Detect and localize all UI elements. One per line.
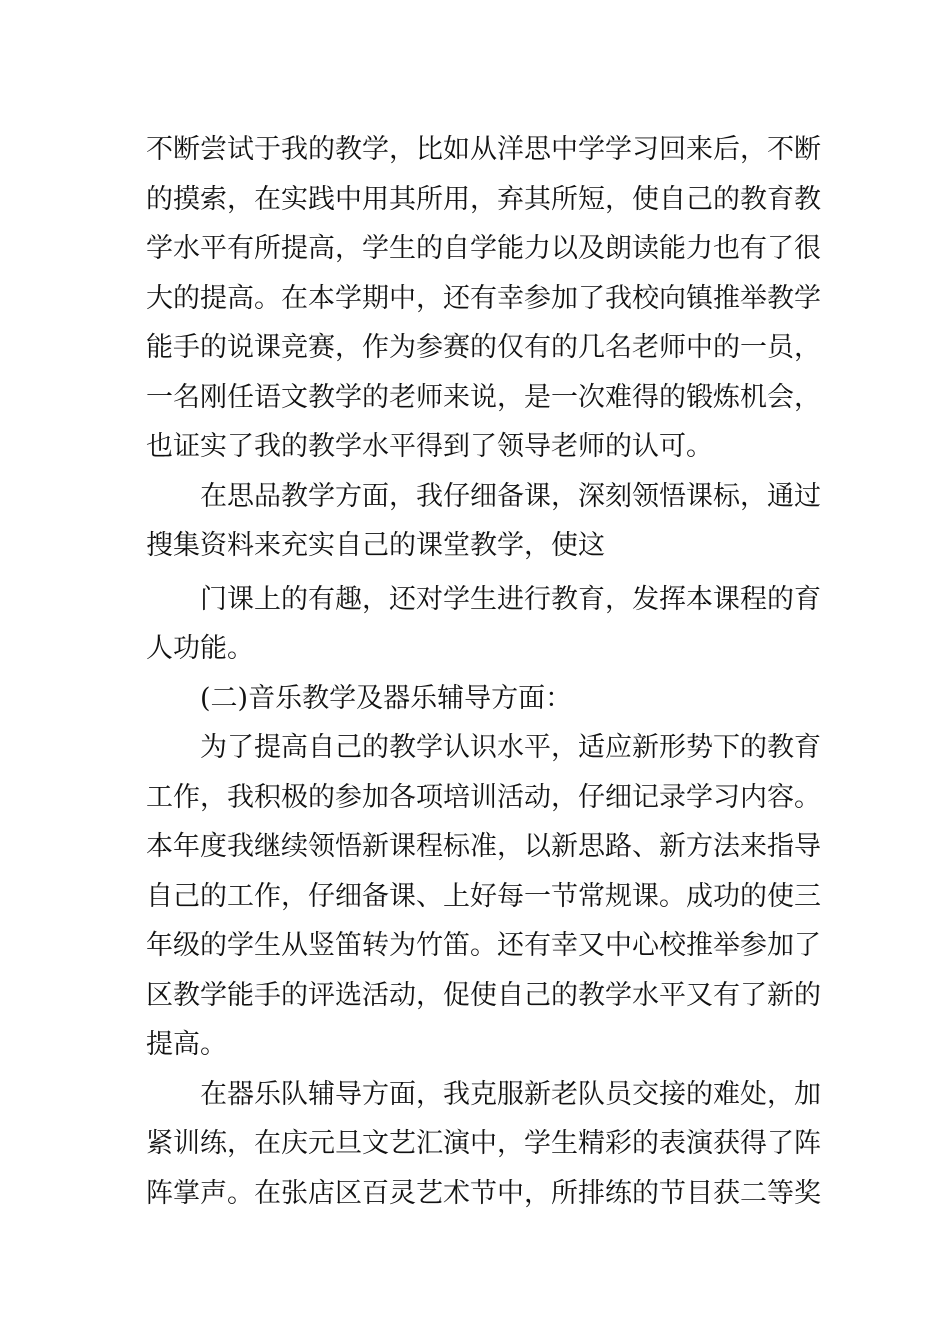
paragraph-first-line: 在器乐队辅导方面，我克服新老队员交接的难处，加: [200, 1079, 821, 1110]
text-line: 的摸索，在实践中用其所用，弃其所短，使自己的教育教: [146, 184, 821, 215]
text-line: 学水平有所提高，学生的自学能力以及朗读能力也有了很: [146, 233, 821, 264]
text-line: 年级的学生从竖笛转为竹笛。还有幸又中心校推举参加了: [146, 930, 821, 961]
text-line: 大的提高。在本学期中，还有幸参加了我校向镇推举教学: [146, 283, 821, 314]
text-line: 阵掌声。在张店区百灵艺术节中，所排练的节目获二等奖: [146, 1178, 821, 1209]
paragraph-first-line: 在思品教学方面，我仔细备课，深刻领悟课标，通过: [200, 481, 821, 512]
text-line: 也证实了我的教学水平得到了领导老师的认可。: [146, 431, 713, 462]
text-line: 本年度我继续领悟新课程标准，以新思路、新方法来指导: [146, 831, 821, 862]
text-line: 人功能。: [146, 633, 254, 664]
text-line: 能手的说课竞赛，作为参赛的仅有的几名老师中的一员，: [146, 332, 821, 363]
text-line: 自己的工作，仔细备课、上好每一节常规课。成功的使三: [146, 881, 821, 912]
paragraph-first-line: 门课上的有趣，还对学生进行教育，发挥本课程的育: [200, 584, 821, 615]
text-line: 不断尝试于我的教学，比如从洋思中学学习回来后，不断: [146, 134, 821, 165]
text-line: 提高。: [146, 1029, 227, 1060]
text-line: 区教学能手的评选活动，促使自己的教学水平又有了新的: [146, 980, 821, 1011]
text-line: 工作，我积极的参加各项培训活动，仔细记录学习内容。: [146, 782, 821, 813]
paragraph-first-line: 为了提高自己的教学认识水平，适应新形势下的教育: [200, 732, 821, 763]
text-line: 搜集资料来充实自己的课堂教学，使这: [146, 530, 605, 561]
section-heading: (二)音乐教学及器乐辅导方面：: [200, 683, 573, 714]
text-line: 一名刚任语文教学的老师来说，是一次难得的锻炼机会，: [146, 382, 821, 413]
text-line: 紧训练，在庆元旦文艺汇演中，学生精彩的表演获得了阵: [146, 1128, 821, 1159]
